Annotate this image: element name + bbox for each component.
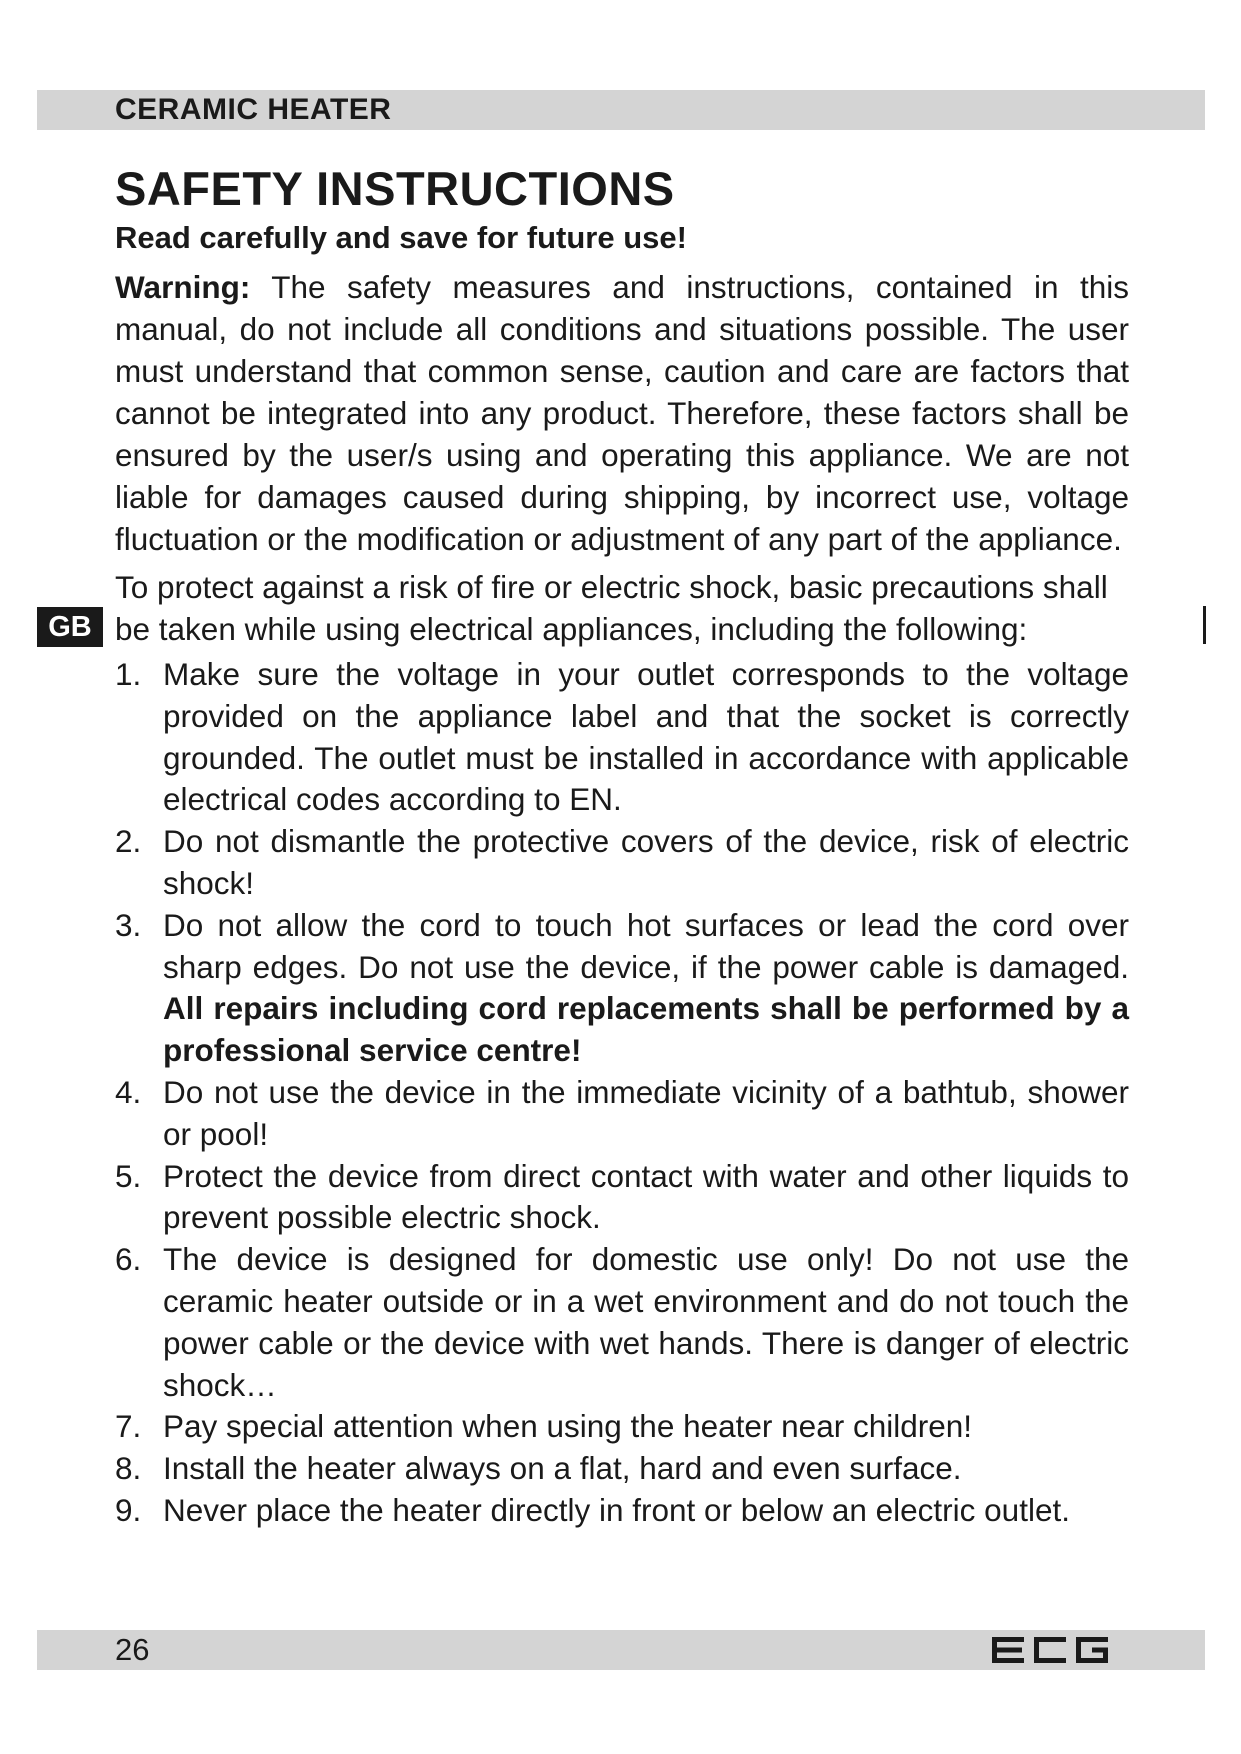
list-item <box>115 905 1129 1072</box>
list-item-text: Do not use the device in the immediate vicinity of a bathtub, shower or pool! <box>163 1073 1129 1152</box>
ecg-logo <box>990 1634 1110 1666</box>
list-item-text: Do not allow the cord to touch hot surfaces or lead the cord over sharp edges. Do not use the device, if the power cable is damaged. <box>163 906 1129 985</box>
list-item <box>115 654 1129 821</box>
list-item-text: Pay special attention when using the heater near children! <box>163 1408 973 1445</box>
list-item-number: 9. <box>115 1491 142 1528</box>
list-item <box>115 1072 1129 1156</box>
list-item-text: The device is designed for domestic use only! Do not use the ceramic heater outside or in a wet environment and do not touch the power cable or the device with wet hands. There is danger of electric shock… <box>163 1241 1129 1403</box>
list-item <box>115 821 1129 905</box>
intro-paragraph: To protect against a risk of fire or electric shock, basic precautions shall be taken while using electrical appliances, including the following: <box>115 569 1108 647</box>
ecg-logo-graphic <box>990 1634 1110 1666</box>
list-item-text: Make sure the voltage in your outlet corresponds to the voltage provided on the appliance label and that the socket is correctly grounded. The outlet must be installed in accordance with applicable electrical codes according to EN. <box>163 656 1129 818</box>
list-item-number: 6. <box>115 1241 142 1278</box>
header-title: CERAMIC HEATER <box>115 93 392 126</box>
list-item-number: 5. <box>115 1157 142 1194</box>
list-item <box>115 1156 1129 1240</box>
list-item-text: Do not dismantle the protective covers of the device, risk of electric shock! <box>163 823 1129 901</box>
list-item-number: 4. <box>115 1073 142 1110</box>
list-item-number: 1. <box>115 656 142 692</box>
warning-label: Warning: <box>115 269 251 305</box>
language-tab: GB <box>37 607 103 647</box>
list-item <box>115 1448 1129 1490</box>
list-item <box>115 1490 1129 1532</box>
list-item-number: 8. <box>115 1450 142 1487</box>
side-margin-mark <box>1203 606 1206 644</box>
safety-list <box>115 654 1129 1532</box>
list-item <box>115 1239 1129 1406</box>
list-item-bold-text: All repairs including cord replacements shall be performed by a professional service centre! <box>163 990 1129 1069</box>
list-item-number: 3. <box>115 906 142 943</box>
list-item-text: Install the heater always on a flat, hard and even surface. <box>163 1450 962 1487</box>
subtitle: Read carefully and save for future use! <box>115 220 687 255</box>
page-title: SAFETY INSTRUCTIONS <box>115 162 675 215</box>
main-content <box>115 160 1129 1532</box>
list-item <box>115 1406 1129 1448</box>
list-item-text: Never place the heater directly in front or below an electric outlet. <box>163 1491 1070 1528</box>
warning-paragraph <box>115 266 1129 560</box>
page-number: 26 <box>115 1632 150 1667</box>
list-item-number: 7. <box>115 1408 142 1445</box>
list-item-text: Protect the device from direct contact with water and other liquids to prevent possible electric shock. <box>163 1157 1129 1236</box>
list-item-number: 2. <box>115 823 142 860</box>
warning-text: The safety measures and instructions, contained in this manual, do not include all conditions and situations possible. The user must understand that common sense, caution and care are factors that cannot be integrated into any product. Therefore, these factors shall be ensured by the user/s using and operating this appliance. We are not liable for damages caused during shipping, by incorrect use, voltage fluctuation or the modification or adjustment of any part of the appliance. <box>115 269 1129 557</box>
